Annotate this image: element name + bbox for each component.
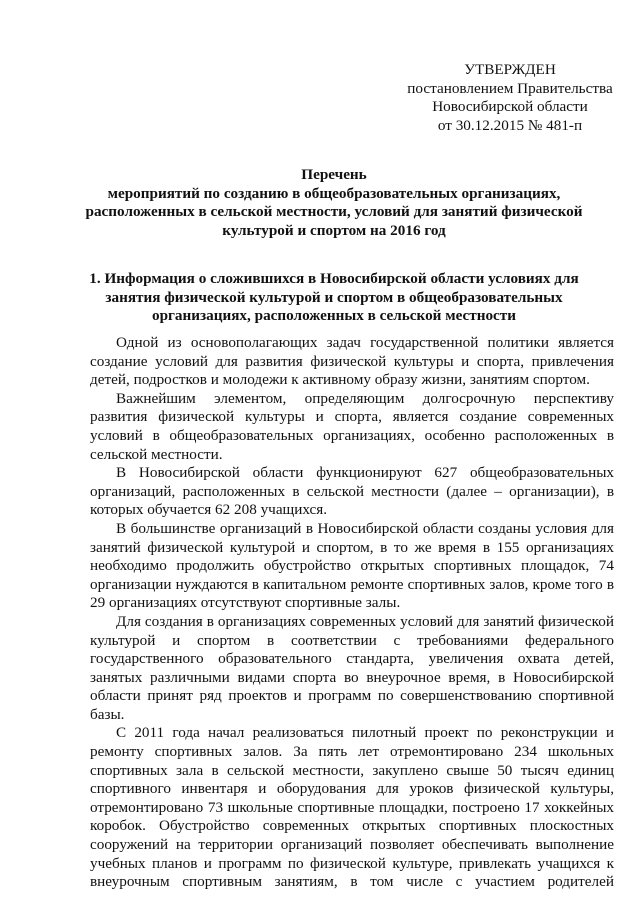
paragraph: В Новосибирской области функционируют 627 общеобразовательных организаций, расположенных в сельской местности (далее – организации), в которых обучается 62 208 учащихся.	[90, 464, 614, 519]
approval-stamp	[400, 61, 620, 135]
approval-document: постановлением Правительства	[407, 79, 613, 97]
paragraph: Для создания в организациях современных условий для занятий физической культурой и спортом в соответствии с требованиями федерального государственного образовательного стандарта, увеличения охвата детей, занятых различными видами спорта во внеурочное время, в Новосибирской области принят ряд проектов и программ по совершенствованию спортивной базы.	[90, 612, 614, 723]
title-line: культурой и спортом на 2016 год	[222, 221, 446, 239]
section-heading-line: 1. Информация о сложившихся в Новосибирской области условиях для	[89, 270, 579, 287]
section-heading-line: организациях, расположенных в сельской местности	[151, 307, 517, 324]
document-title	[74, 166, 594, 240]
paragraph: С 2011 года начал реализоваться пилотный проект по реконструкции и ремонту спортивных залов. За пять лет отремонтировано 234 школьных спортивных зала в сельской местности, закуплено свыше 50 тысяч единиц спортивного инвентаря и оборудования для уроков физической культуры, отремонтировано 73 школьные спортивные площадки, построено 17 хоккейных коробок. Обустройство современных открытых спортивных плоскостных сооружений на территории организаций позволяет обеспечивать выполнение учебных планов и программ по физической культуре, привлекать учащихся к внеурочным спортивным занятиям, в том числе с участием родителей	[90, 724, 614, 891]
title-line: Перечень	[301, 166, 367, 183]
title-line: расположенных в сельской местности, условий для занятий физической	[85, 203, 583, 220]
section-body	[90, 334, 614, 892]
paragraph: В большинстве организаций в Новосибирской области созданы условия для занятий физической культурой и спортом, в то же время в 155 организациях необходимо продолжить обустройство открытых спортивных площадок, 74 организации нуждаются в капитальном ремонте спортивных залов, кроме того в 29 организациях отсутствуют спортивные залы.	[90, 519, 614, 612]
paragraph: Важнейшим элементом, определяющим долгосрочную перспективу развития физической культуры и спорта, является создание современных условий в общеобразовательных организациях, особенно расположенных в сельской местности.	[90, 389, 614, 463]
approval-date-number: от 30.12.2015 № 481-п	[437, 116, 583, 134]
title-line: мероприятий по созданию в общеобразовательных организациях,	[107, 184, 561, 202]
approval-region: Новосибирской области	[432, 98, 588, 115]
approval-status: УТВЕРЖДЕН	[464, 61, 556, 78]
section-heading-line: занятия физической культурой и спортом в общеобразовательных	[105, 288, 563, 306]
section-heading	[74, 270, 594, 326]
paragraph: Одной из основополагающих задач государственной политики является создание условий для развития физической культуры и спорта, привлечения детей, подростков и молодежи к активному образу жизни, занятиям спортом.	[90, 334, 614, 389]
